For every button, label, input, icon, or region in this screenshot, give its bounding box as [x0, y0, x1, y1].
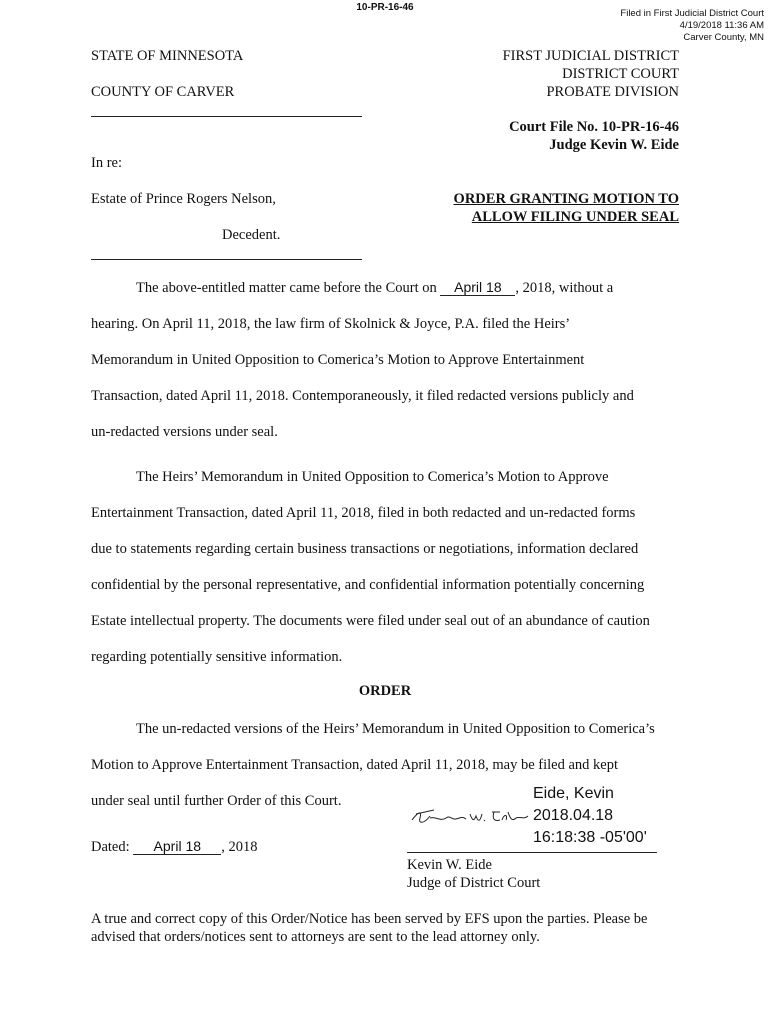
- handwritten-signature: [408, 804, 532, 830]
- dated-date-fill: April 18: [133, 839, 221, 855]
- paragraph-1-line-3: Memorandum in United Opposition to Comerica’s Motion to Approve Entertainment: [91, 352, 585, 368]
- estate-name: Estate of Prince Rogers Nelson,: [91, 191, 276, 207]
- paragraph-3-line-1: The un-redacted versions of the Heirs’ Memorandum in United Opposition to Comerica’s: [136, 721, 655, 737]
- hearing-date-fill: April 18: [440, 280, 515, 296]
- paragraph-2-line-3: due to statements regarding certain business transactions or negotiations, information declared: [91, 541, 639, 557]
- court-district: FIRST JUDICIAL DISTRICT: [502, 48, 679, 64]
- service-notice-line-2: advised that orders/notices sent to attorneys are sent to the lead attorney only.: [91, 929, 540, 945]
- digital-signature-time: 16:18:38 -05'00': [533, 829, 647, 846]
- file-number-header: 10-PR-16-46: [356, 2, 414, 13]
- service-notice-line-1: A true and correct copy of this Order/Notice has been served by EFS upon the parties. Please be: [91, 911, 648, 927]
- paragraph-2-line-4: confidential by the personal representative, and confidential information potentially concerning: [91, 577, 645, 593]
- p1-intro: The above-entitled matter came before the Court on: [136, 280, 441, 296]
- paragraph-3-line-2: Motion to Approve Entertainment Transaction, dated April 11, 2018, may be filed and kept: [91, 757, 619, 773]
- dated-label: Dated:: [91, 839, 134, 855]
- in-re-label: In re:: [91, 155, 122, 171]
- court-name: DISTRICT COURT: [562, 66, 679, 82]
- dated-year: , 2018: [221, 839, 258, 855]
- order-heading: ORDER: [358, 683, 412, 699]
- digital-signature-date: 2018.04.18: [533, 807, 614, 824]
- dated-line: [91, 838, 258, 856]
- order-title-line2: ALLOW FILING UNDER SEAL: [471, 209, 679, 225]
- paragraph-2-line-5: Estate intellectual property. The documents were filed under seal out of an abundance of caution: [91, 613, 650, 629]
- judge-name: Judge Kevin W. Eide: [549, 137, 679, 153]
- caption-divider-bottom: [91, 259, 362, 260]
- state-label: STATE OF MINNESOTA: [91, 48, 244, 64]
- filed-stamp: [620, 8, 764, 44]
- caption-divider-top: [91, 116, 362, 117]
- signature-line: [407, 852, 657, 853]
- paragraph-3-line-3: under seal until further Order of this Court.: [91, 793, 342, 809]
- signer-title: Judge of District Court: [407, 875, 541, 891]
- paragraph-2: [91, 459, 691, 675]
- county-label: COUNTY OF CARVER: [91, 84, 235, 100]
- paragraph-2-line-6: regarding potentially sensitive information.: [91, 649, 343, 665]
- signature-scribble-graphic: [408, 804, 532, 830]
- signer-name: Kevin W. Eide: [407, 857, 492, 873]
- paragraph-2-line-2: Entertainment Transaction, dated April 11, 2018, filed in both redacted and un-redacted forms: [91, 505, 636, 521]
- paragraph-1-line-5: un-redacted versions under seal.: [91, 424, 278, 440]
- paragraph-1: [91, 270, 691, 450]
- filed-stamp-datetime: 4/19/2018 11:36 AM: [679, 20, 764, 31]
- p1-after-date: , 2018, without a: [515, 280, 614, 296]
- paragraph-1-line-2: hearing. On April 11, 2018, the law firm of Skolnick & Joyce, P.A. filed the Heirs’: [91, 316, 571, 332]
- filed-stamp-court: Filed in First Judicial District Court: [620, 8, 764, 19]
- court-division: PROBATE DIVISION: [546, 84, 679, 100]
- decedent-label: Decedent.: [222, 227, 281, 243]
- filed-stamp-county: Carver County, MN: [683, 32, 764, 43]
- paragraph-1-line-4: Transaction, dated April 11, 2018. Contemporaneously, it filed redacted versions publicly and: [91, 388, 634, 404]
- paragraph-2-line-1: The Heirs’ Memorandum in United Opposition to Comerica’s Motion to Approve: [136, 469, 609, 485]
- order-title-line1: ORDER GRANTING MOTION TO: [453, 191, 679, 207]
- digital-signature-name: Eide, Kevin: [533, 785, 614, 802]
- paragraph-1-line-1: [91, 270, 691, 306]
- digital-signature-stamp: [533, 783, 647, 849]
- court-file-number: Court File No. 10-PR-16-46: [509, 119, 679, 135]
